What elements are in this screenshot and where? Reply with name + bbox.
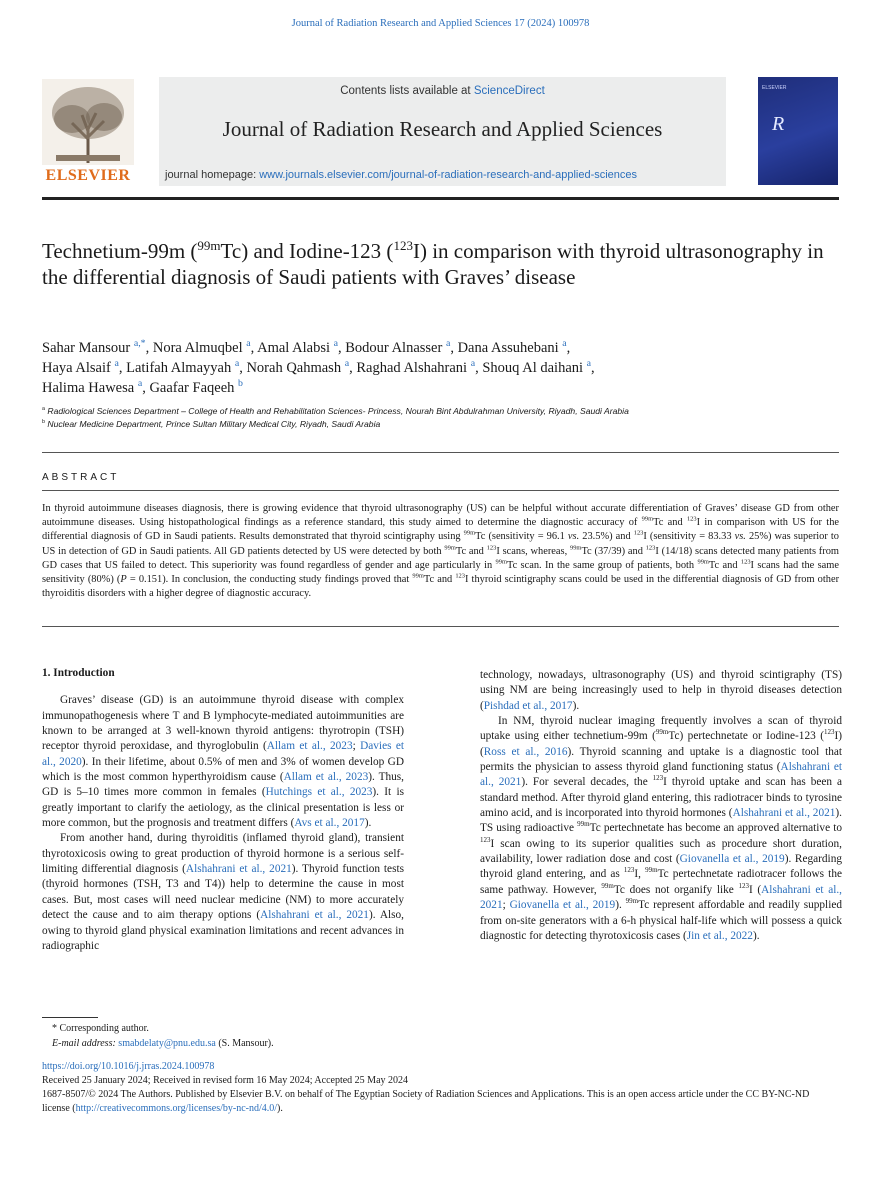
- license-link[interactable]: http://creativecommons.org/licenses/by-nc-nd/4.0/: [75, 1103, 278, 1114]
- citation-link[interactable]: Ross et al., 2016: [483, 745, 568, 758]
- article-title: [42, 238, 832, 290]
- masthead: [42, 77, 842, 189]
- citation-link[interactable]: Davies et al., 2020: [42, 740, 404, 768]
- received-dates: Received 25 January 2024; Received in revised form 16 May 2024; Accepted 25 May 2024: [42, 1075, 409, 1086]
- author-list: Sahar Mansour $^{a,*}$, Nora Almuqbel $^a$, Amal Alabsi $^a$, Bodour Alnasser $^a$, Dana Assuhebani $^a$, Haya Alsaif $^a$, Latifah Almayyah $^a$, Norah Qahmash $^a$, Raghad Alshahrani $^a$, Shouq Al daihani $^a$, Halima Hawesa $^a$, Gaafar Faqeeh $^b$: [42, 338, 595, 396]
- footnotes: [52, 1021, 274, 1051]
- citation-link[interactable]: Allam et al., 2023: [283, 771, 369, 784]
- sciencedirect-link[interactable]: ScienceDirect: [473, 85, 545, 97]
- paragraph: technology, nowadays, ultrasonography (US) and thyroid scintigraphy (TS) using NM are being increasingly used to help in thyroid diseases detection (Pishdad et al., 2017).: [480, 669, 842, 712]
- citation-link[interactable]: Jin et al., 2022: [686, 929, 753, 942]
- article-info-footer: [42, 1060, 839, 1116]
- citation-link[interactable]: Pishdad et al., 2017: [483, 699, 573, 712]
- journal-name: Journal of Radiation Research and Applied Sciences: [222, 117, 663, 141]
- citation-link[interactable]: Alshahrani et al., 2021: [260, 909, 369, 922]
- citation-link[interactable]: Alshahrani et al., 2021: [480, 883, 842, 912]
- citation-link[interactable]: Giovanella et al., 2019: [509, 899, 616, 912]
- body-column-left: [42, 666, 404, 954]
- author[interactable]: Dana Assuhebani $^a$: [457, 338, 567, 356]
- copyright-line: 1687-8507/© 2024 The Authors. Published by Elsevier B.V. on behalf of The Egyptian Society of Radiation Sciences and Applications. This is an open access article under the CC BY-NC-ND license (http://creativecommons.org/licenses/by-nc-nd/4.0/).: [42, 1089, 810, 1114]
- affiliation-b: $^b$ Nuclear Medicine Department, Prince Sultan Military Medical City, Riyadh, Saudi Arabia: [42, 419, 381, 429]
- citation-link[interactable]: Alshahrani et al., 2021: [732, 807, 836, 820]
- cover-publisher-mark: ELSEVIER: [762, 85, 787, 91]
- email-note: E-mail address: smabdelaty@pnu.edu.sa (S. Mansour).: [52, 1038, 274, 1049]
- affiliations: [42, 405, 832, 431]
- corresponding-author-note: * Corresponding author.: [52, 1023, 149, 1034]
- section-heading-introduction: 1. Introduction: [42, 667, 115, 679]
- homepage-link[interactable]: www.journals.elsevier.com/journal-of-radiation-research-and-applied-sciences: [259, 169, 638, 181]
- cover-initial: R: [772, 113, 785, 135]
- homepage-line: [165, 169, 637, 181]
- citation-link[interactable]: Alshahrani et al., 2021: [480, 761, 843, 789]
- author[interactable]: Haya Alsaif $^a$: [42, 358, 119, 376]
- citation-link[interactable]: Avs et al., 2017: [294, 817, 365, 830]
- homepage-label: journal homepage:: [165, 169, 260, 181]
- contents-line: [159, 85, 726, 97]
- citation-link[interactable]: Alshahrani et al., 2021: [185, 863, 292, 876]
- footnote-rule: [42, 1017, 98, 1018]
- author[interactable]: Shouq Al daihani $^a$: [482, 358, 592, 376]
- author[interactable]: Norah Qahmash $^a$: [246, 358, 350, 376]
- body-column-right: [480, 668, 842, 944]
- author[interactable]: Raghad Alshahrani $^a$: [356, 358, 476, 376]
- author[interactable]: Latifah Almayyah $^a$: [126, 358, 240, 376]
- journal-cover-icon[interactable]: [758, 77, 838, 185]
- divider: [42, 452, 839, 453]
- contents-prefix: Contents lists available at: [340, 85, 474, 97]
- abstract-text: In thyroid autoimmune diseases diagnosis, there is growing evidence that thyroid ultrasonography (US) can be helpful without accurate differentiation of Graves’ disease GD from other autoimmune diseases. Using histopathological findings as a reference standard, this study aimed to determine the diagnostic accuracy of $^{99m}$Tc and $^{123}$I in comparison with US for the differential diagnosis of GD in Saudi patients. Results demonstrated that thyroid scintigraphy using $^{99m}$Tc (sensitivity = 96.1 vs. 23.5%) and $^{123}$I (sensitivity = 83.33 vs. 25%) was superior to US in detection of GD in Saudi patients. All GD patients detected by US were detected by both $^{99m}$Tc and $^{123}$I scans, whereas, $^{99m}$Tc (37/39) and $^{123}$I (14/18) scans detected many patients from GD cases that US failed to detect. This superiority was found regardless of gender and age particularly in $^{99m}$Tc scan. In the same group of patients, both $^{99m}$Tc and $^{123}$I scans had the same sensitivity (80%) (P = 0.151). In conclusion, the conducting study findings proved that $^{99m}$Tc and $^{123}$I thyroid scintigraphy scans could be used in the differential diagnosis of GD from other thyroiditis disorders with a higher degree of diagnostic accuracy.: [42, 503, 840, 600]
- title-sup: 99m: [197, 238, 221, 253]
- author[interactable]: Halima Hawesa $^a$: [42, 378, 143, 396]
- author[interactable]: Amal Alabsi $^a$: [257, 338, 339, 356]
- doi-link[interactable]: https://doi.org/10.1016/j.jrras.2024.100978: [42, 1061, 215, 1072]
- email-link[interactable]: smabdelaty@pnu.edu.sa: [118, 1038, 216, 1049]
- author[interactable]: Nora Almuqbel $^a$: [152, 338, 251, 356]
- title-part: Tc) and Iodine-123 (: [220, 239, 394, 263]
- title-sup: 123: [393, 238, 413, 253]
- masthead-rule: [42, 197, 839, 200]
- journal-citation[interactable]: Journal of Radiation Research and Applied Sciences 17 (2024) 100978: [291, 18, 590, 29]
- citation-link[interactable]: Allam et al., 2023: [266, 740, 353, 753]
- divider: [42, 490, 839, 491]
- masthead-center: [159, 77, 726, 186]
- citation-link[interactable]: Hutchings et al., 2023: [265, 786, 373, 799]
- divider: [42, 626, 839, 627]
- affiliation-a: $^a$ Radiological Sciences Department – College of Health and Rehabilitation Sciences- Princess, Nourah Bint Abdulrahman University, Riyadh, Saudi Arabia: [42, 406, 629, 416]
- abstract-heading: ABSTRACT: [42, 472, 120, 483]
- author[interactable]: Gaafar Faqeeh $^b$: [149, 378, 243, 396]
- title-part: I) in comparison with thyroid ultrasonography in the differential diagnosis of Saudi patients with Graves’ disease: [42, 239, 824, 289]
- citation-link[interactable]: Giovanella et al., 2019: [679, 853, 785, 866]
- paragraph: Graves’ disease (GD) is an autoimmune thyroid disease with complex immunopathogenesis where T and B lymphocyte-mediated autoimmunities are known to be arranged at 3 well-known thyroid antigens: thyrotropin (TSH) receptor thyroid peroxidase, and thyroglobulin (Allam et al., 2023; Davies et al., 2020). In their lifetime, about 0.5% of men and 3% of women develop GD which is the most common hyperthyroidism cause (Allam et al., 2023). Thus, GD is 5–10 times more common in females (Hutchings et al., 2023). It is greatly important to clarify the aetiology, as the clinical presentation is less or more common, but the prognosis and treatment differs (Avs et al., 2017).: [42, 694, 405, 830]
- author[interactable]: Bodour Alnasser $^a$: [345, 338, 451, 356]
- title-part: Technetium-99m (: [42, 239, 198, 263]
- paragraph: In NM, thyroid nuclear imaging frequently involves a scan of thyroid uptake using either technetium-99m ($^{99m}$Tc) pertechnetate or Iodine-123 ($^{123}$I) (Ross et al., 2016). Thyroid scanning and uptake is a diagnostic tool that permits the physician to assess thyroid gland functioning status (Alshahrani et al., 2021). For several decades, the $^{123}$I thyroid uptake and scan has been a standard method. After thyroid gland entering, this radiotracer binds to tyrosine amino acid, and is incorporated into thyroid hormones (Alshahrani et al., 2021). TS using radioactive $^{99m}$Tc pertechnetate has become an approved alternative to $^{123}$I scan owing to its superior qualities such as procedure short duration, availability, lower radiation dose and cost (Giovanella et al., 2019). Regarding thyroid gland entering, and as $^{123}$I, $^{99m}$Tc pertechnetate radiotracer follows the same pathway. However, $^{99m}$Tc does not organify like $^{123}$I (Alshahrani et al., 2021; Giovanella et al., 2019). $^{99m}$Tc represent affordable and readily supplied from on-site generators with a 6-h physical half-life which will possess a quick diagnostic for detecting thyrotoxicosis cases (Jin et al., 2022).: [480, 715, 843, 942]
- author[interactable]: Sahar Mansour $^{a,*}$: [42, 338, 146, 356]
- elsevier-wordmark: ELSEVIER: [45, 167, 131, 184]
- paragraph: From another hand, during thyroiditis (inflamed thyroid gland), transient thyrotoxicosis owing to great production of thyroid hormone is a serious self-limiting differential diagnosis (Alshahrani et al., 2021). Thyroid function tests (thyroid hormones (TSH, T3 and T4)) help to determine the cause in most cases. But, most cases will need nuclear medicine (NM) to more accurately detect the cause and to aim therapy options (Alshahrani et al., 2021). Also, owing to thyroid gland physical examination limitations and recent advances in radiographic: [42, 832, 404, 952]
